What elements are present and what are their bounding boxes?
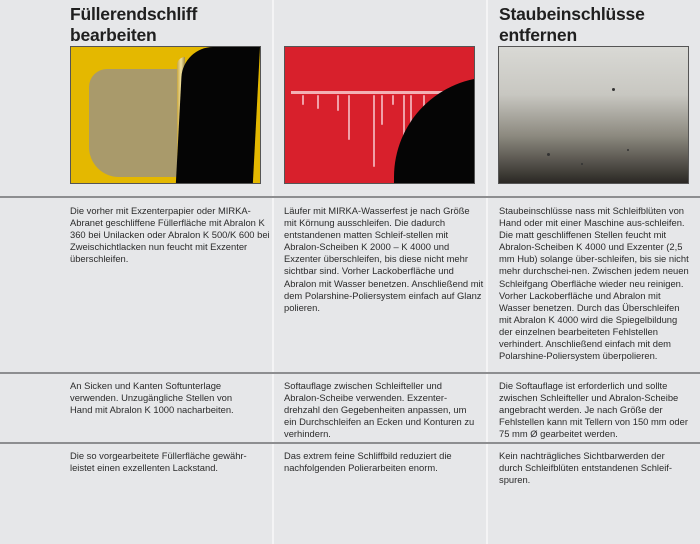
yellow-filler-photo — [70, 46, 261, 184]
heading-line: bearbeiten — [70, 25, 157, 45]
text-cell: Das extrem feine Schliffbild reduziert die nachfolgenden Polierarbeiten enorm. — [284, 450, 452, 474]
heading-fuellerendschliff — [70, 4, 197, 46]
heading-staubeinschluesse — [499, 4, 645, 46]
heading-line: Staubeinschlüsse — [499, 4, 645, 24]
text-cell: Läufer mit MIRKA-Wasserfest je nach Größe mit Körnung ausschleifen. Die dadurch entstandenen matten Schleif-stellen mit Abralon-Scheiben K 2000 – K 4000 und Exzenter überschleifen, bis diese nicht mehr sichtbar sind. Vorher Lackoberfläche und Abralon mit Wasser benetzen. Anschließend mit dem Polarshine-Poliersystem einfach auf Glanz polieren. — [284, 205, 484, 313]
row-divider — [0, 442, 700, 444]
heading-line: entfernen — [499, 25, 577, 45]
text-cell: Kein nachträgliches Sichtbarwerden der durch Schleifblüten entstandenen Schleif-spuren. — [499, 450, 673, 486]
text-cell: Softauflage zwischen Schleifteller und Abralon-Scheibe verwenden. Exzenter-drehzahl den Gegebenheiten anpassen, um ein Durchschleifen an Ecken und Konturen zu verhindern. — [284, 380, 475, 440]
dust-inclusions-photo — [498, 46, 689, 184]
heading-line: Füllerendschliff — [70, 4, 198, 24]
text-cell: An Sicken und Kanten Softunterlage verwenden. Unzugängliche Stellen von Hand mit Abralon K 1000 nacharbeiten. — [70, 380, 234, 416]
column-divider — [486, 0, 488, 544]
text-cell: Staubeinschlüsse nass mit Schleifblüten von Hand oder mit einer Maschine aus-schleifen. Die matt geschliffenen Stellen feucht mit Abralon-Scheiben K 4000 und Exzenter (2,5 mm Hub) solange über-schleifen, bis sie nicht mehr durchschei-nen. Zwischen jedem neuen Schleifgang Oberfläche wieder neu reinigen. Vorher Lackoberfläche und Abralon mit Wasser benetzen. Durch das Überschleifen mit Abralon K 4000 wird die Spiegelbildung der einzelnen bearbeiteten Fehlstellen verhindert. Anschließend einfach mit dem Polarshine-Poliersystem überpolieren. — [499, 205, 689, 362]
red-paint-runs-photo — [284, 46, 475, 184]
row-divider — [0, 372, 700, 374]
text-cell: Die Softauflage ist erforderlich und sollte zwischen Schleifteller und Abralon-Scheibe angebracht werden. Je nach Größe der Fehlstellen kann mit Tellern von 150 mm oder 75 mm Ø gearbeitet werden. — [499, 380, 688, 440]
column-divider — [272, 0, 274, 544]
text-cell: Die so vorgearbeitete Füllerfläche gewähr-leistet einen exzellenten Lackstand. — [70, 450, 247, 474]
text-cell: Die vorher mit Exzenterpapier oder MIRKA-Abranet geschliffene Füllerfläche mit Abralon K 360 bei Unilacken oder Abralon K 500/K 600 bei Zweischichtlacken nun feucht mit Exzenter überschleifen. — [70, 205, 270, 265]
row-divider — [0, 196, 700, 198]
